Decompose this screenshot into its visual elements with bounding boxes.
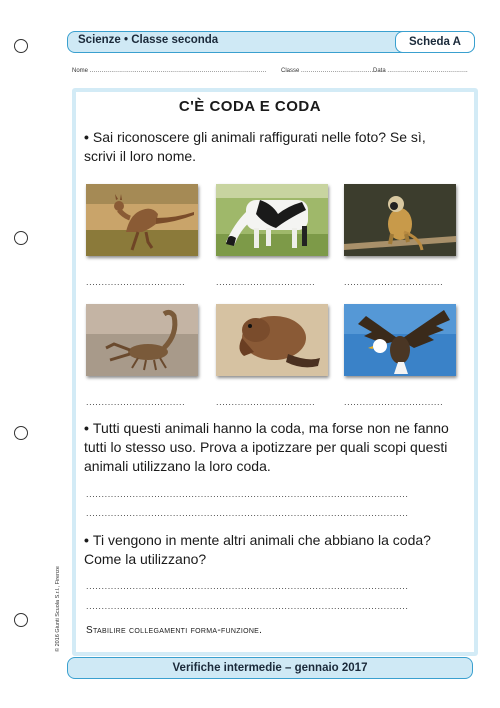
name-field[interactable]: Nome .......................................................................................... <box>72 68 267 74</box>
binder-hole-4 <box>14 613 28 627</box>
answer-line-3[interactable]: ................................ <box>344 277 444 287</box>
binder-hole-2 <box>14 231 28 245</box>
answer-line-4[interactable]: ................................ <box>86 397 186 407</box>
answer-line-6[interactable]: ................................ <box>344 397 444 407</box>
answer-line-q2-2[interactable]: ........................................................................................................ <box>86 508 409 518</box>
answer-line-2[interactable]: ................................ <box>216 277 316 287</box>
copyright-note: © 2016 Giunti Scuola S.r.l., Firenze <box>55 566 61 652</box>
binder-hole-3 <box>14 426 28 440</box>
binder-hole-1 <box>14 39 28 53</box>
class-field[interactable]: Classe ..................................... <box>281 68 374 74</box>
name-label: Nome <box>72 68 89 74</box>
class-label: Classe <box>281 68 300 74</box>
bullet-icon: • <box>84 420 89 436</box>
beaver-photo <box>216 304 328 376</box>
answer-line-1[interactable]: ................................ <box>86 277 186 287</box>
question-1 <box>84 128 460 166</box>
eagle-photo <box>344 304 456 376</box>
header-bar <box>67 31 475 53</box>
cow-photo <box>216 184 328 256</box>
learning-goal: Stabilire collegamenti forma-funzione. <box>86 625 263 636</box>
answer-line-q3-2[interactable]: ........................................................................................................ <box>86 601 409 611</box>
question-2-text: Tutti questi animali hanno la coda, ma forse non ne fanno tutti lo stesso uso. Prova a ipotizzare per quali scopi questi animali utilizzano la loro coda. <box>84 420 449 474</box>
question-3-text: Ti vengono in mente altri animali che abbiano la coda? Come la utilizzano? <box>84 532 431 567</box>
worksheet-title: C'È CODA E CODA <box>178 98 322 115</box>
bullet-icon: • <box>84 129 89 145</box>
bullet-icon: • <box>84 532 89 548</box>
answer-line-q3-1[interactable]: ........................................................................................................ <box>86 581 409 591</box>
scheda-badge: Scheda A <box>395 31 475 53</box>
footer-bar: Verifiche intermedie – gennaio 2017 <box>67 657 473 679</box>
date-field[interactable]: Data ......................................... <box>373 68 469 74</box>
scorpion-photo <box>86 304 198 376</box>
answer-line-q2-1[interactable]: ........................................................................................................ <box>86 489 409 499</box>
subject-label: Scienze • Classe seconda <box>78 34 219 46</box>
kangaroo-photo <box>86 184 198 256</box>
question-1-text: Sai riconoscere gli animali raffigurati nelle foto? Se sì, scrivi il loro nome. <box>84 129 426 164</box>
date-label: Data <box>373 68 386 74</box>
question-3 <box>84 531 460 569</box>
monkey-photo <box>344 184 456 256</box>
question-2 <box>84 419 460 476</box>
answer-line-5[interactable]: ................................ <box>216 397 316 407</box>
